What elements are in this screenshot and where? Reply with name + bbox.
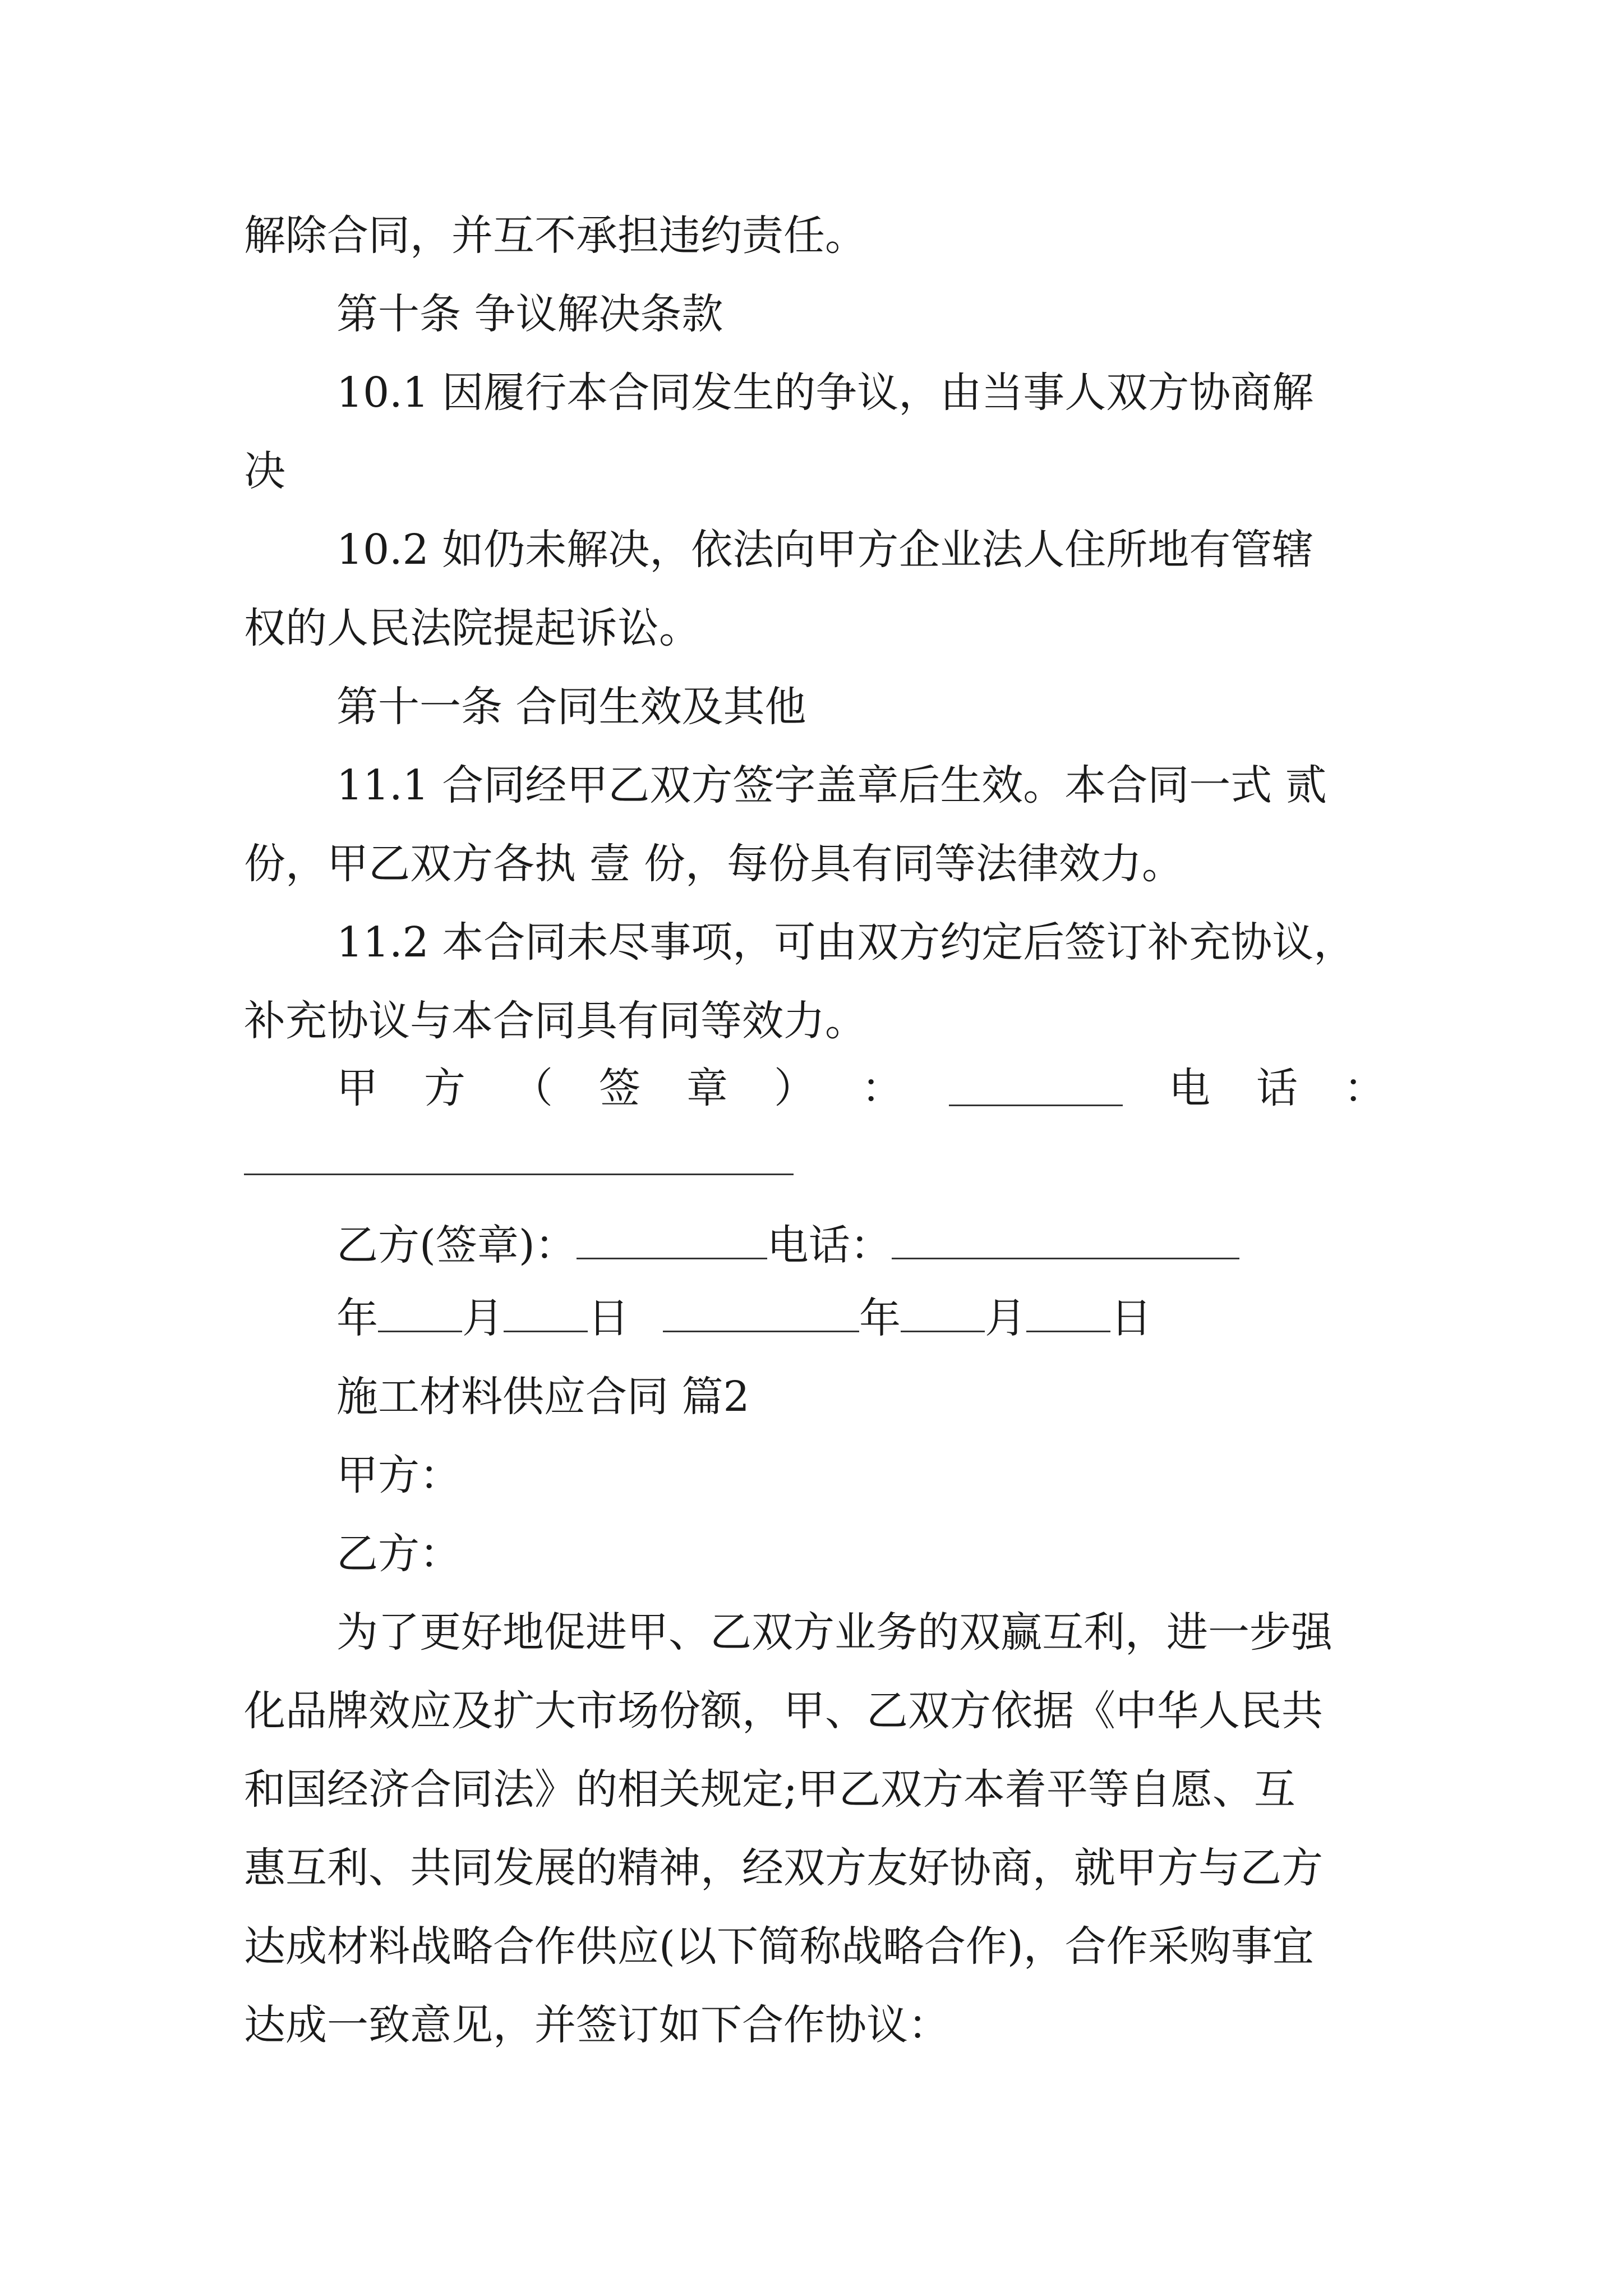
party-a-signature-row — [336, 1060, 1385, 1116]
section-heading: 第十一条 合同生效及其他 — [336, 683, 806, 731]
sig-char: ： — [861, 1064, 903, 1112]
day-label: 日 — [1110, 1294, 1152, 1342]
body-line: 达成材料战略合作供应(以下简称战略合作)，合作采购事宜 — [244, 1922, 1314, 1971]
body-line: 惠互利、共同发展的精神，经双方友好协商，就甲方与乙方 — [244, 1844, 1323, 1892]
party-a-line: 甲方： — [336, 1451, 461, 1499]
sig-char: 签 — [599, 1064, 640, 1112]
body-line: 11.1 合同经甲乙双方签字盖章后生效。本合同一式 贰 — [336, 761, 1327, 809]
body-line: 为了更好地促进甲、乙双方业务的双赢互利，进一步强 — [336, 1608, 1332, 1657]
body-line: 解除合同，并互不承担违约责任。 — [244, 211, 866, 260]
body-line: 决 — [244, 447, 285, 495]
party-b-year-blank[interactable] — [663, 1297, 859, 1332]
month-blank[interactable] — [378, 1297, 462, 1332]
party-b-line: 乙方： — [336, 1530, 461, 1578]
day-label: 日 — [588, 1294, 629, 1342]
month-blank[interactable] — [901, 1297, 985, 1332]
sig-char: ） — [774, 1064, 815, 1112]
sig-char: （ — [511, 1064, 553, 1112]
party-b-phone-blank[interactable] — [892, 1224, 1239, 1259]
body-line: 11.2 本合同未尽事项，可由双方约定后签订补充协议， — [336, 918, 1355, 967]
body-line: 10.2 如仍未解决，依法向甲方企业法人住所地有管辖 — [336, 526, 1314, 574]
body-line: 份，甲乙双方各执 壹 份，每份具有同等法律效力。 — [244, 840, 1184, 888]
day-blank[interactable] — [1026, 1297, 1110, 1332]
body-line: 达成一致意见，并签订如下合作协议： — [244, 2001, 949, 2049]
body-line: 10.1 因履行本合同发生的争议，由当事人双方协商解 — [336, 369, 1314, 417]
sig-char: 章 — [686, 1064, 728, 1112]
party-a-phone-blank[interactable] — [244, 1174, 794, 1175]
date-row — [336, 1290, 1152, 1346]
body-line: 权的人民法院提起诉讼。 — [244, 604, 700, 652]
body-line: 化品牌效应及扩大市场份额，甲、乙双方依据《中华人民共 — [244, 1687, 1323, 1735]
party-a-signature-blank[interactable] — [949, 1071, 1123, 1106]
month-label: 月 — [985, 1294, 1026, 1342]
party-b-signature-row — [336, 1217, 1239, 1273]
sig-char: ： — [1344, 1064, 1385, 1112]
sig-char: 甲 — [336, 1064, 378, 1112]
body-line: 和国经济合同法》的相关规定;甲乙双方本着平等自愿、互 — [244, 1765, 1295, 1814]
sig-char: 方 — [424, 1064, 465, 1112]
party-b-label: 乙方(签章)： — [336, 1221, 577, 1269]
body-line: 补充协议与本合同具有同等效力。 — [244, 997, 866, 1045]
party-b-signature-blank[interactable] — [577, 1224, 767, 1259]
section-heading: 第十条 争议解决条款 — [336, 290, 723, 338]
contract-title: 施工材料供应合同 篇2 — [336, 1373, 750, 1421]
party-b-phone-label: 电话： — [767, 1221, 892, 1269]
month-label: 月 — [462, 1294, 504, 1342]
sig-char: 话 — [1256, 1064, 1298, 1112]
year-label: 年 — [859, 1294, 901, 1342]
year-label: 年 — [336, 1294, 378, 1342]
sig-char: 电 — [1169, 1064, 1210, 1112]
day-blank[interactable] — [504, 1297, 588, 1332]
